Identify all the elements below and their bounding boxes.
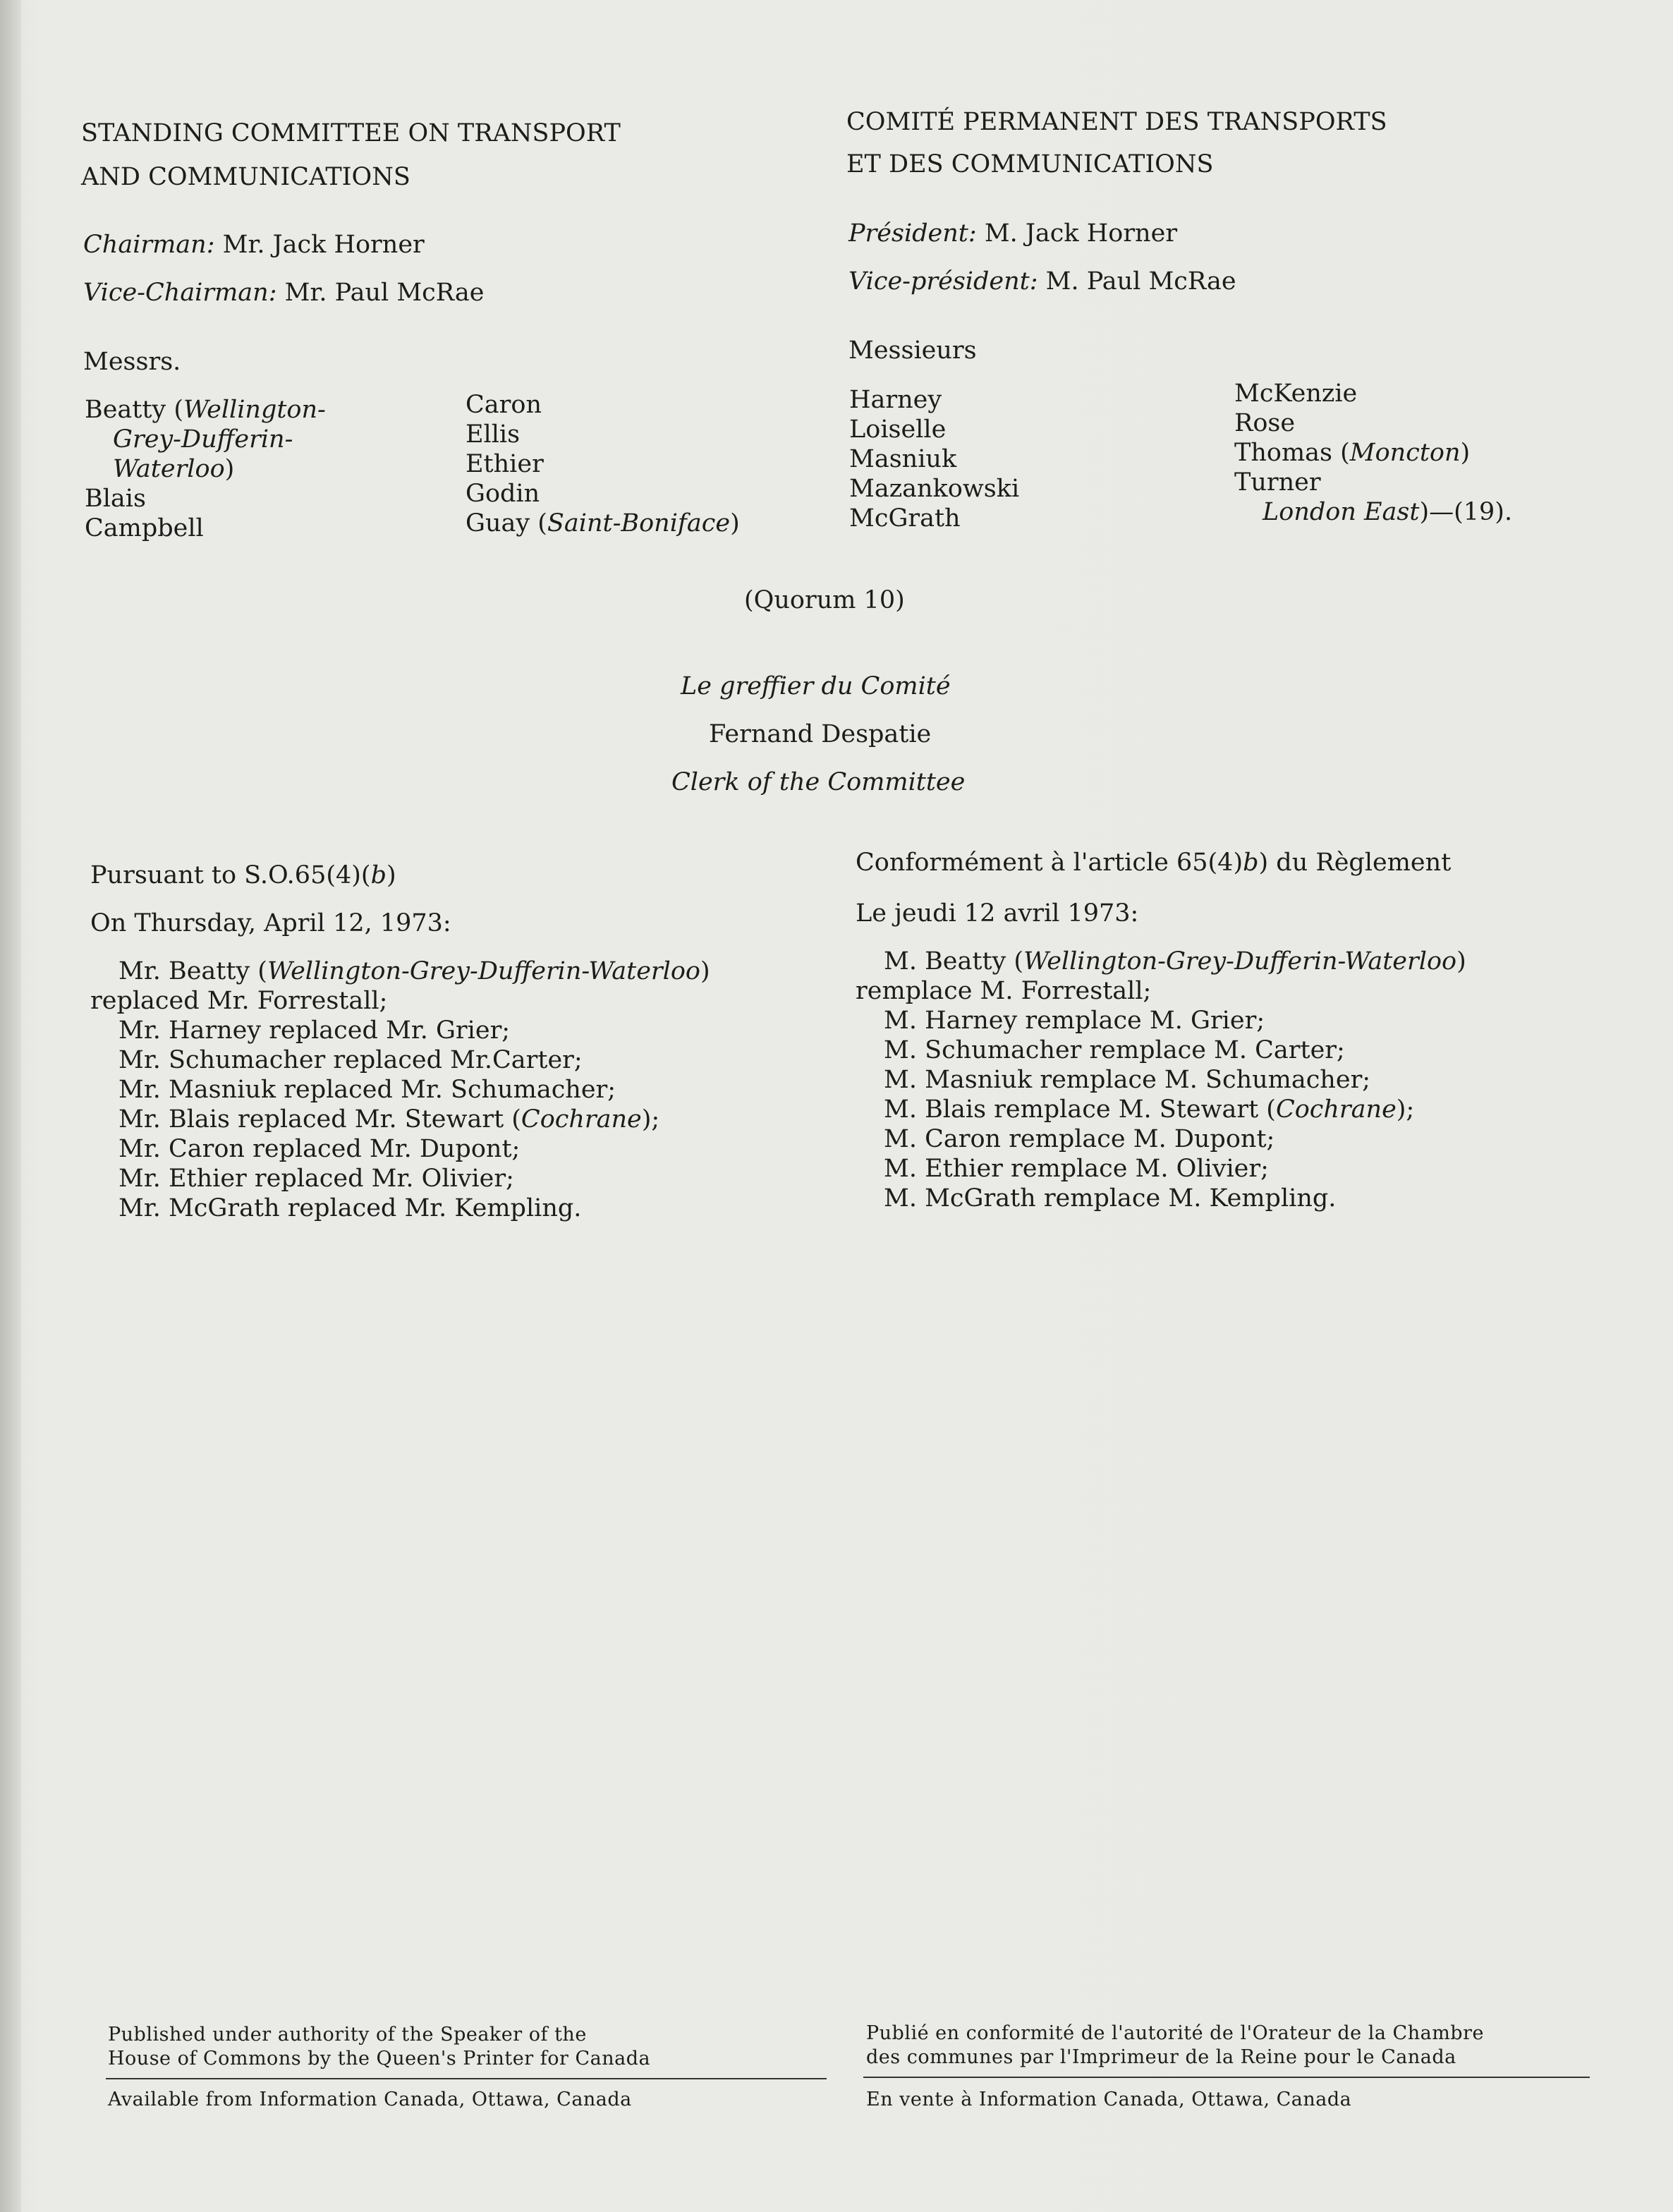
fr-footer-line2: des communes par l'Imprimeur de la Reine pour le Canada [866, 2046, 1456, 2068]
member-beatty-riding-3: Waterloo) [113, 455, 235, 483]
clerk-name: Fernand Despatie [709, 720, 932, 748]
en-replacement-4: Mr. Masniuk replaced Mr. Schumacher; [118, 1076, 616, 1104]
en-replacement-3: Mr. Schumacher replaced Mr.Carter; [118, 1046, 583, 1074]
member-beatty: Beatty (Wellington- [85, 396, 326, 424]
members-col4 [1234, 379, 1512, 527]
fr-footer-rule [863, 2077, 1590, 2078]
en-vice-chairman [83, 278, 485, 308]
fr-replacement-2: M. Harney remplace M. Grier; [884, 1007, 1265, 1035]
en-replacement-8: Mr. McGrath replaced Mr. Kempling. [118, 1194, 582, 1222]
fr-date: Le jeudi 12 avril 1973: [856, 899, 1139, 928]
en-footer-rule [106, 2078, 827, 2079]
en-replacement-1b: replaced Mr. Forrestall; [90, 987, 388, 1015]
vice-president-label: Vice-président: [848, 267, 1038, 296]
fr-heading-line2: ET DES COMMUNICATIONS [846, 150, 1214, 178]
en-replacement-5: Mr. Blais replaced Mr. Stewart (Cochrane); [118, 1105, 660, 1134]
en-replacements [90, 956, 710, 1223]
vice-president-name: M. Paul McRae [1045, 267, 1236, 296]
member-ellis: Ellis [466, 420, 521, 449]
vice-chairman-label: Vice-Chairman: [83, 279, 277, 307]
members-col3 [849, 385, 1019, 533]
clerk-greffier: Le greffier du Comité [681, 672, 951, 700]
member-loiselle: Loiselle [849, 415, 947, 444]
fr-footer-available: En vente à Information Canada, Ottawa, Canada [866, 2089, 1352, 2110]
en-replacement-1: Mr. Beatty (Wellington-Grey-Dufferin-Waterloo) [118, 957, 710, 985]
fr-replacement-7: M. Ethier remplace M. Olivier; [884, 1155, 1269, 1183]
member-beatty-riding-2: Grey-Dufferin- [113, 425, 293, 454]
members-col2 [466, 390, 740, 538]
member-guay: Guay (Saint-Boniface) [466, 509, 740, 537]
member-mcgrath: McGrath [849, 504, 961, 533]
fr-replacement-5: M. Blais remplace M. Stewart (Cochrane); [884, 1095, 1415, 1124]
member-turner: Turner [1234, 468, 1321, 497]
fr-footer-line1: Publié en conformité de l'autorité de l'Orateur de la Chambre [866, 2022, 1484, 2044]
fr-conformement: Conformément à l'article 65(4)b) du Règlement [856, 849, 1452, 877]
member-rose: Rose [1234, 409, 1296, 437]
fr-president [848, 219, 1177, 248]
member-mazankowski: Mazankowski [849, 475, 1020, 503]
fr-replacement-1: M. Beatty (Wellington-Grey-Dufferin-Waterloo) [884, 947, 1466, 976]
fr-heading-line1: COMITÉ PERMANENT DES TRANSPORTS [846, 108, 1387, 136]
en-date: On Thursday, April 12, 1973: [90, 909, 451, 937]
member-ethier: Ethier [466, 450, 544, 478]
member-turner-riding: London East)—(19). [1263, 498, 1513, 526]
en-heading-line2: AND COMMUNICATIONS [81, 163, 410, 191]
member-harney: Harney [849, 386, 942, 414]
president-name: M. Jack Horner [984, 219, 1178, 248]
en-replacement-6: Mr. Caron replaced Mr. Dupont; [118, 1135, 521, 1163]
fr-replacement-1b: remplace M. Forrestall; [856, 977, 1152, 1005]
fr-replacement-3: M. Schumacher remplace M. Carter; [884, 1036, 1345, 1064]
member-godin: Godin [466, 480, 540, 508]
chairman-label: Chairman: [83, 231, 215, 259]
page-edge [0, 0, 21, 2212]
en-footer-line1: Published under authority of the Speaker of the [108, 2024, 587, 2046]
fr-vice-president [848, 267, 1236, 296]
fr-members-label: Messieurs [848, 336, 977, 365]
en-pursuant: Pursuant to S.O.65(4)(b) [90, 861, 396, 889]
fr-replacement-8: M. McGrath remplace M. Kempling. [884, 1184, 1337, 1213]
en-replacement-2: Mr. Harney replaced Mr. Grier; [118, 1016, 511, 1045]
member-mckenzie: McKenzie [1234, 379, 1358, 408]
president-label: Président: [848, 219, 977, 248]
fr-replacement-6: M. Caron remplace M. Dupont; [884, 1125, 1275, 1153]
member-campbell: Campbell [85, 514, 204, 542]
member-masniuk: Masniuk [849, 445, 957, 473]
en-footer-line2: House of Commons by the Queen's Printer for Canada [108, 2048, 651, 2070]
en-heading-line1: STANDING COMMITTEE ON TRANSPORT [81, 119, 621, 147]
vice-chairman-name: Mr. Paul McRae [284, 279, 485, 307]
fr-replacements [856, 947, 1466, 1213]
member-caron: Caron [466, 391, 542, 419]
en-replacement-7: Mr. Ethier replaced Mr. Olivier; [118, 1165, 514, 1193]
quorum: (Quorum 10) [744, 586, 905, 614]
chairman-name: Mr. Jack Horner [222, 231, 425, 259]
clerk-title: Clerk of the Committee [671, 768, 966, 796]
member-thomas: Thomas (Moncton) [1234, 439, 1471, 467]
fr-replacement-4: M. Masniuk remplace M. Schumacher; [884, 1066, 1371, 1094]
en-members-label: Messrs. [83, 348, 181, 376]
member-blais: Blais [85, 485, 146, 513]
members-col1 [85, 395, 326, 543]
en-footer-available: Available from Information Canada, Ottawa, Canada [108, 2089, 632, 2110]
en-chairman [83, 230, 425, 260]
